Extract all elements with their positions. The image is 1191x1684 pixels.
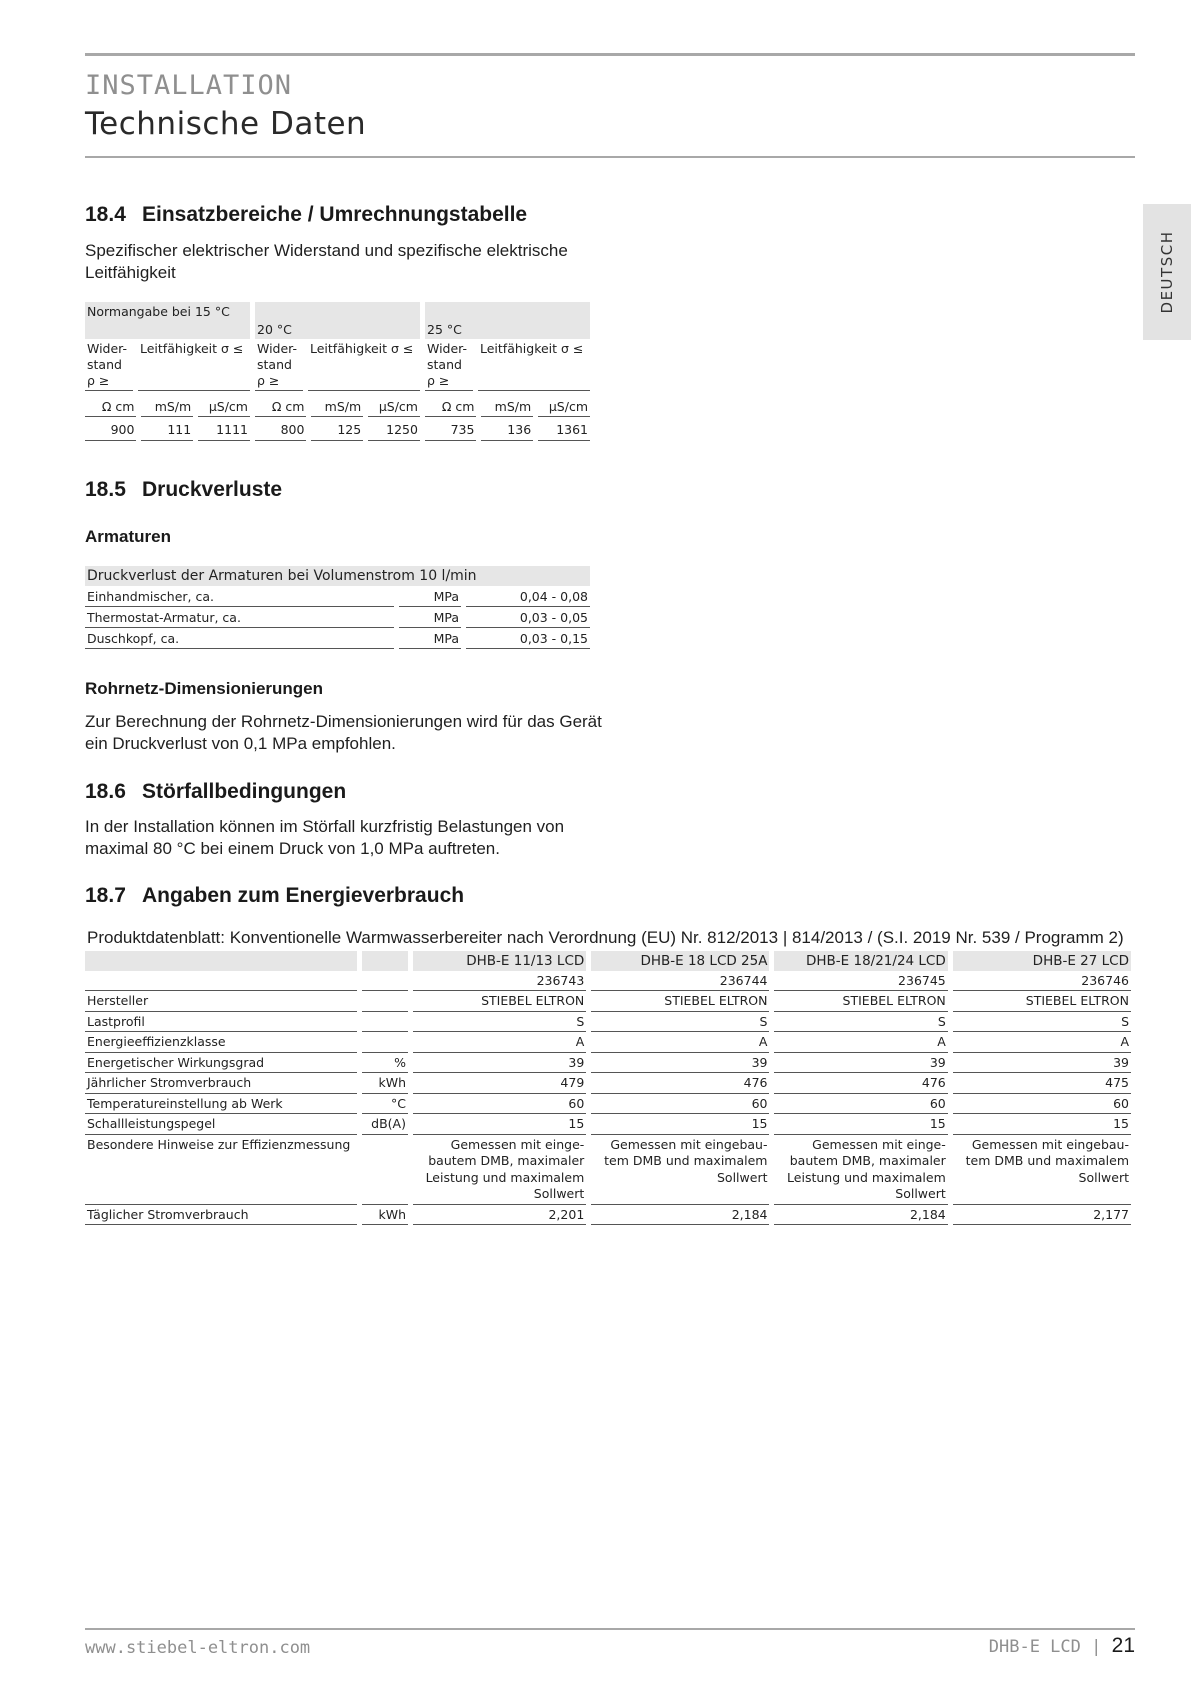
row-value: 0,03 - 0,15 — [466, 628, 590, 649]
section-18-4-heading — [85, 203, 527, 227]
row-value: A — [591, 1032, 769, 1053]
unit-cell: mS/m — [311, 396, 363, 417]
row-unit: kWh — [362, 1204, 408, 1226]
energy-table-caption: Produktdatenblatt: Konventionelle Warmwasserbereiter nach Verordnung (EU) Nr. 812/2013 | 814/2013 / (S.I. 2019 Nr. 539 / Programm 2) — [87, 928, 1124, 947]
row-label: Temperatureinstellung ab Werk — [85, 1094, 357, 1115]
language-tab — [1143, 204, 1191, 340]
row-value: 60 — [413, 1094, 586, 1115]
value-cell: 1361 — [538, 417, 590, 441]
table-row — [85, 1204, 1131, 1226]
table-header: Druckverlust der Armaturen bei Volumenstrom 10 l/min — [85, 566, 590, 586]
row-label: Duschkopf, ca. — [85, 628, 394, 649]
unit-cell: μS/cm — [538, 396, 590, 417]
row-label: Besondere Hinweise zur Effizienzmessung — [87, 1136, 351, 1152]
header-section: INSTALLATION — [85, 70, 293, 101]
article-number: 236743 — [413, 971, 586, 992]
row-value: 2,177 — [953, 1204, 1131, 1226]
unit-cell: Ω cm — [255, 396, 306, 417]
table-row — [85, 971, 1131, 992]
header-top-rule — [85, 53, 1135, 56]
row-value: 476 — [591, 1073, 769, 1094]
section-18-6-heading — [85, 780, 346, 804]
row-unit — [362, 1032, 408, 1053]
row-unit: MPa — [399, 586, 461, 607]
language-tab-label: DEUTSCH — [1158, 230, 1176, 314]
unit-cell: Ω cm — [425, 396, 476, 417]
unit-cell: mS/m — [481, 396, 533, 417]
footer-product: DHB-E LCD — [988, 1637, 1081, 1657]
row-note: Gemessen mit eingebau- tem DMB und maximalem Sollwert — [965, 1136, 1129, 1185]
row-value: 60 — [591, 1094, 769, 1115]
resistance-header: Wider- stand ρ ≥ — [85, 339, 133, 391]
row-unit: dB(A) — [362, 1114, 408, 1135]
row-note: Gemessen mit einge- bautem DMB, maximaler Leistung und maximalem Sollwert — [787, 1136, 946, 1201]
conductivity-header: Leitfähigkeit σ ≤ — [478, 339, 590, 391]
row-value: A — [413, 1032, 586, 1053]
row-value: S — [953, 1012, 1131, 1033]
row-value: 2,201 — [413, 1204, 586, 1226]
empty-cell — [85, 951, 357, 971]
section-number: 18.4 — [85, 203, 126, 226]
model-header: DHB-E 11/13 LCD — [413, 951, 586, 971]
table-row — [85, 339, 590, 391]
empty-cell — [362, 1135, 408, 1204]
empty-cell — [362, 951, 408, 971]
section-title: Druckverluste — [142, 478, 283, 501]
footer-separator: | — [1091, 1637, 1102, 1657]
row-note: Gemessen mit einge- bautem DMB, maximaler Leistung und maximalem Sollwert — [425, 1136, 585, 1201]
unit-cell: μS/cm — [198, 396, 250, 417]
row-value: 39 — [953, 1053, 1131, 1074]
row-value: 15 — [953, 1114, 1131, 1135]
table-row — [85, 1094, 1131, 1115]
energy-table — [80, 951, 1136, 1225]
subheading-rohrnetz: Rohrnetz-Dimensionierungen — [85, 679, 324, 698]
row-value: 476 — [774, 1073, 947, 1094]
table-row — [85, 586, 590, 607]
row-value: S — [774, 1012, 947, 1033]
section-number: 18.7 — [85, 884, 126, 907]
footer-rule — [85, 1628, 1135, 1630]
value-cell: 136 — [481, 417, 533, 441]
row-label: Lastprofil — [85, 1012, 357, 1033]
value-cell: 111 — [141, 417, 193, 441]
table-row — [85, 1135, 1131, 1204]
row-value: 0,03 - 0,05 — [466, 607, 590, 628]
row-label: Täglicher Stromverbrauch — [85, 1204, 357, 1226]
table-row — [85, 1053, 1131, 1074]
row-value: 39 — [413, 1053, 586, 1074]
table-row — [85, 1114, 1131, 1135]
row-label: Einhandmischer, ca. — [85, 586, 394, 607]
table-row — [85, 1073, 1131, 1094]
value-cell: 900 — [85, 417, 136, 441]
section-18-5-heading — [85, 478, 282, 502]
row-unit: MPa — [399, 607, 461, 628]
footer-page-info — [989, 1634, 1135, 1658]
row-value: 39 — [591, 1053, 769, 1074]
rohrnetz-text: Zur Berechnung der Rohrnetz-Dimensionierungen wird für das Gerät ein Druckverlust von 0,1 MPa empfohlen. — [85, 712, 602, 753]
row-unit: °C — [362, 1094, 408, 1115]
row-value: 0,04 - 0,08 — [466, 586, 590, 607]
article-number: 236744 — [591, 971, 769, 992]
article-number: 236746 — [953, 971, 1131, 992]
row-label: Thermostat-Armatur, ca. — [85, 607, 394, 628]
unit-cell: Ω cm — [85, 396, 136, 417]
subheading-armaturen: Armaturen — [85, 527, 171, 546]
row-value: 475 — [953, 1073, 1131, 1094]
table-row — [85, 417, 590, 441]
group-header: 20 °C — [255, 302, 420, 339]
group-header: Normangabe bei 15 °C — [85, 302, 250, 339]
footer-url[interactable]: www.stiebel-eltron.com — [85, 1638, 311, 1658]
article-number: 236745 — [774, 971, 947, 992]
row-value: A — [953, 1032, 1131, 1053]
row-label: Energieeffizienzklasse — [85, 1032, 357, 1053]
row-value: 2,184 — [774, 1204, 947, 1226]
section-number: 18.5 — [85, 478, 126, 501]
value-cell: 1111 — [198, 417, 250, 441]
row-value: 15 — [413, 1114, 586, 1135]
section-number: 18.6 — [85, 780, 126, 803]
row-value: A — [774, 1032, 947, 1053]
row-label: Schallleistungspegel — [85, 1114, 357, 1135]
row-value: 15 — [774, 1114, 947, 1135]
group-header: 25 °C — [425, 302, 590, 339]
conductivity-header: Leitfähigkeit σ ≤ — [308, 339, 420, 391]
header-bottom-rule — [85, 156, 1135, 158]
unit-cell: mS/m — [141, 396, 193, 417]
section-title: Angaben zum Energieverbrauch — [142, 884, 465, 907]
conversion-values-table — [80, 396, 595, 441]
row-label: Hersteller — [85, 991, 357, 1012]
table-row — [85, 1012, 1131, 1033]
row-value: 60 — [953, 1094, 1131, 1115]
model-header: DHB-E 18 LCD 25A — [591, 951, 769, 971]
table-row — [85, 628, 590, 649]
pressure-loss-table — [80, 566, 595, 649]
page-title: Technische Daten — [85, 106, 367, 142]
value-cell: 735 — [425, 417, 476, 441]
row-unit — [362, 1012, 408, 1033]
row-unit: MPa — [399, 628, 461, 649]
section-title: Störfallbedingungen — [142, 780, 347, 803]
table-row — [85, 302, 590, 339]
row-unit — [362, 991, 408, 1012]
row-value: S — [591, 1012, 769, 1033]
row-value: 15 — [591, 1114, 769, 1135]
empty-cell — [362, 971, 408, 992]
table-row — [85, 951, 1131, 971]
resistance-header: Wider- stand ρ ≥ — [425, 339, 473, 391]
row-note: Gemessen mit eingebau- tem DMB und maximalem Sollwert — [604, 1136, 768, 1185]
section-18-4-intro: Spezifischer elektrischer Widerstand und spezifische elektrische Leitfähigkeit — [85, 241, 568, 282]
value-cell: 800 — [255, 417, 306, 441]
table-row — [85, 396, 590, 417]
page-number: 21 — [1111, 1634, 1135, 1657]
stoerfall-text: In der Installation können im Störfall kurzfristig Belastungen von maximal 80 °C bei einem Druck von 1,0 MPa auftreten. — [85, 817, 565, 858]
row-value: 2,184 — [591, 1204, 769, 1226]
row-value: 39 — [774, 1053, 947, 1074]
value-cell: 125 — [311, 417, 363, 441]
conversion-table — [80, 302, 595, 391]
model-header: DHB-E 27 LCD — [953, 951, 1131, 971]
table-row — [85, 607, 590, 628]
row-value: STIEBEL ELTRON — [953, 991, 1131, 1012]
conductivity-header: Leitfähigkeit σ ≤ — [138, 339, 250, 391]
row-label: Jährlicher Stromverbrauch — [85, 1073, 357, 1094]
unit-cell: μS/cm — [368, 396, 420, 417]
row-unit: % — [362, 1053, 408, 1074]
row-value: 60 — [774, 1094, 947, 1115]
row-value: 479 — [413, 1073, 586, 1094]
empty-cell — [85, 971, 357, 992]
section-18-7-heading — [85, 884, 464, 908]
row-value: STIEBEL ELTRON — [774, 991, 947, 1012]
table-row — [85, 566, 590, 586]
table-row — [85, 1032, 1131, 1053]
resistance-header: Wider- stand ρ ≥ — [255, 339, 303, 391]
row-unit: kWh — [362, 1073, 408, 1094]
section-title: Einsatzbereiche / Umrechnungstabelle — [142, 203, 528, 226]
row-value: STIEBEL ELTRON — [591, 991, 769, 1012]
row-value: STIEBEL ELTRON — [413, 991, 586, 1012]
model-header: DHB-E 18/21/24 LCD — [774, 951, 947, 971]
value-cell: 1250 — [368, 417, 420, 441]
row-value: S — [413, 1012, 586, 1033]
table-row — [85, 991, 1131, 1012]
row-label: Energetischer Wirkungsgrad — [85, 1053, 357, 1074]
